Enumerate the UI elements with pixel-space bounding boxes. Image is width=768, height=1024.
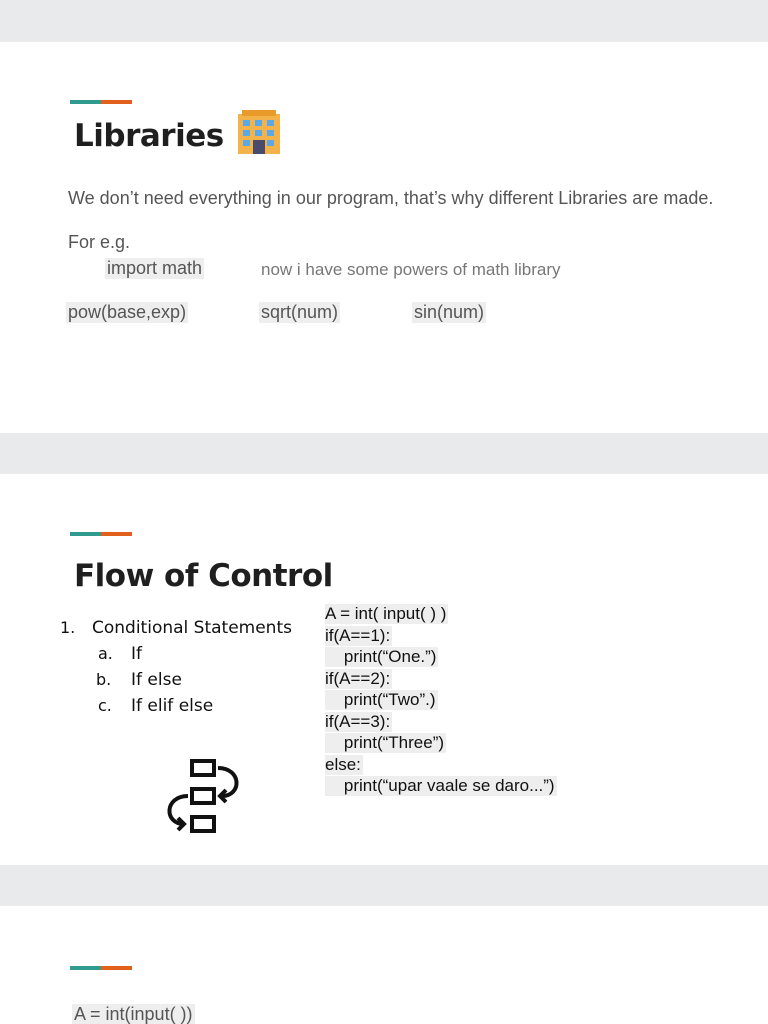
function-pow: pow(base,exp) — [68, 302, 187, 322]
list-number: 1. — [60, 618, 76, 637]
list-item-if-elif-else: If elif else — [131, 696, 214, 716]
slide-flow-of-control — [0, 474, 768, 865]
import-code: import math — [107, 258, 203, 278]
title-accent-bar — [70, 100, 132, 104]
list-marker-c: c. — [98, 696, 112, 715]
slide-title: Flow of Control — [74, 558, 333, 594]
code-line: if(A==3): — [325, 712, 391, 731]
slide-libraries — [0, 42, 768, 433]
slide-title: Libraries — [74, 118, 224, 154]
code-line: print(“Two”.) — [325, 690, 436, 709]
code-line: A = int( input( ) ) — [325, 604, 447, 623]
code-line: print(“Three”) — [325, 733, 445, 752]
code-line: else: — [325, 755, 361, 774]
code-first-line: A = int(input( )) — [74, 1004, 193, 1024]
office-building-icon — [234, 108, 284, 163]
code-line: if(A==1): — [325, 626, 391, 645]
list-item-if-else: If else — [131, 670, 182, 690]
slide-code-example — [0, 906, 768, 1024]
import-note: now i have some powers of math library — [261, 260, 561, 279]
list-marker-b: b. — [96, 670, 112, 689]
flowchart-icon — [160, 756, 246, 841]
code-line: if(A==2): — [325, 669, 391, 688]
eg-label: For e.g. — [68, 232, 131, 252]
list-marker-a: a. — [98, 644, 113, 663]
code-line: print(“upar vaale se daro...”) — [325, 776, 555, 795]
function-sin: sin(num) — [414, 302, 485, 322]
list-item-if: If — [131, 644, 142, 664]
list-heading: Conditional Statements — [92, 618, 292, 638]
title-accent-bar — [70, 532, 132, 536]
intro-text: We don’t need everything in our program, that’s why different Libraries are made. — [68, 188, 714, 208]
function-sqrt: sqrt(num) — [261, 302, 339, 322]
title-accent-bar — [70, 966, 132, 970]
code-line: print(“One.”) — [325, 647, 437, 666]
